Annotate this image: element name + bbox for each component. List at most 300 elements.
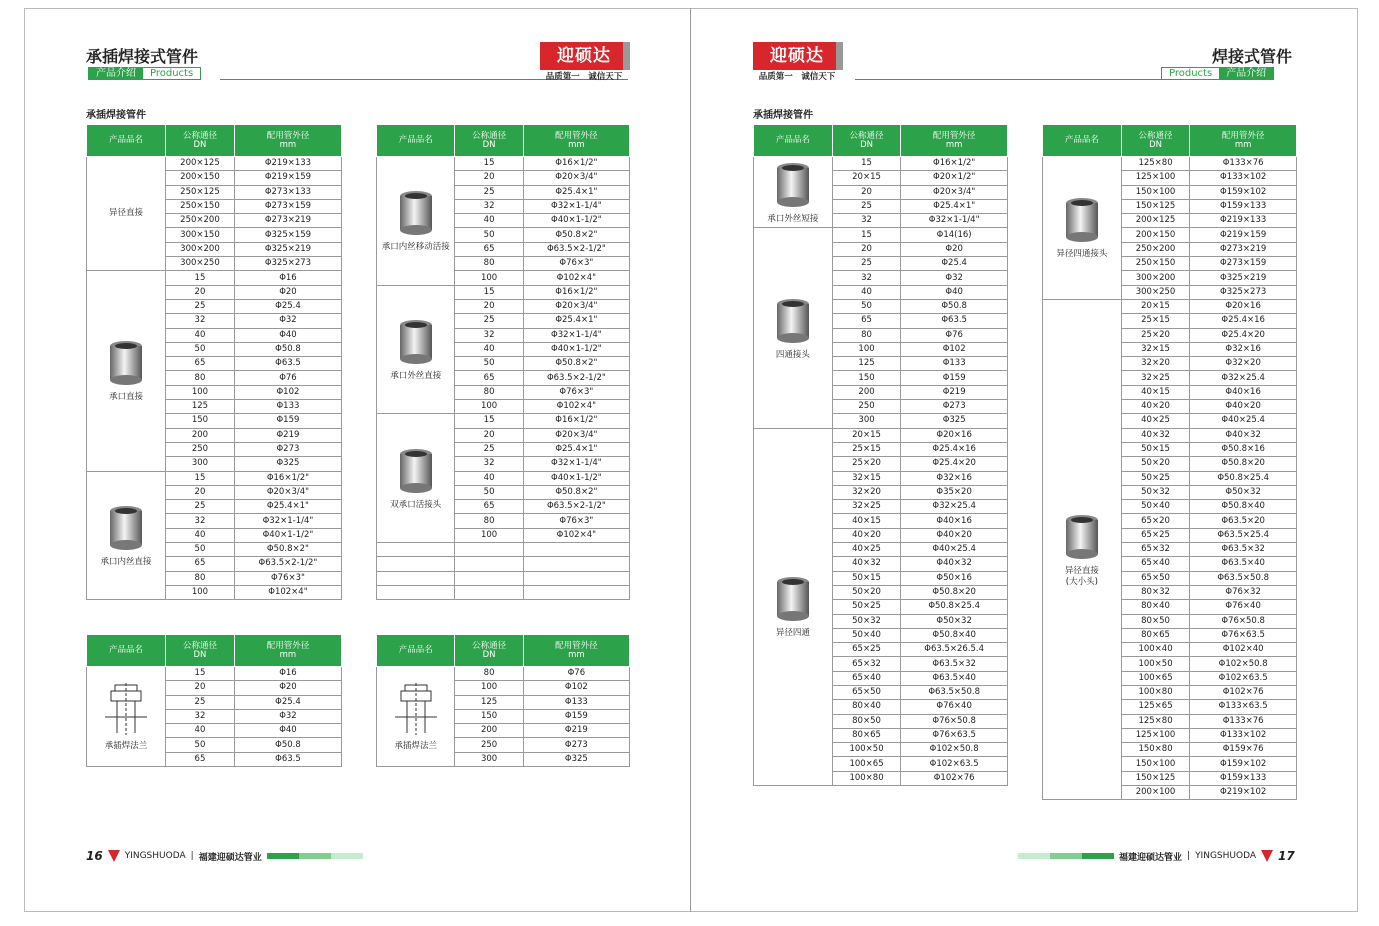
dn-cell: 100×50	[1121, 657, 1190, 671]
dn-cell: 150	[455, 709, 523, 723]
dn-cell: 100×40	[1121, 643, 1190, 657]
fitting-photo-icon	[1059, 512, 1105, 562]
fitting-photo-icon	[393, 188, 439, 238]
od-cell: Φ32×1-1/4"	[523, 328, 629, 342]
dn-cell: 50×40	[1121, 500, 1190, 514]
left-footer-brand: YINGSHUODA	[124, 851, 186, 861]
dn-cell: 32×15	[832, 471, 901, 485]
table-row	[377, 285, 630, 299]
dn-cell: 20×15	[832, 171, 901, 185]
od-cell: Φ32×16	[1190, 342, 1297, 356]
od-cell: Φ25.4×1"	[523, 314, 629, 328]
dn-cell: 32	[166, 514, 235, 528]
od-cell: Φ20×3/4"	[523, 428, 629, 442]
dn-cell: 65×20	[1121, 514, 1190, 528]
col-header-name: 产品品名	[87, 635, 166, 667]
od-cell: Φ32×1-1/4"	[901, 214, 1008, 228]
od-cell: Φ63.5×50.8	[1190, 571, 1297, 585]
product-name-cell	[377, 414, 455, 543]
od-cell: Φ325	[234, 457, 341, 471]
footer-bar	[1018, 853, 1050, 859]
dn-cell: 32×20	[832, 485, 901, 499]
od-cell: Φ16×1/2"	[234, 471, 341, 485]
right-spec-table-1	[753, 124, 1008, 786]
dn-cell: 40×25	[1121, 414, 1190, 428]
dn-cell: 15	[832, 157, 901, 171]
col-header-name: 产品品名	[1043, 125, 1122, 157]
od-cell: Φ273	[234, 442, 341, 456]
od-cell: Φ102×4"	[234, 585, 341, 599]
od-cell: Φ76×32	[1190, 585, 1297, 599]
dn-cell: 100	[455, 271, 523, 285]
od-cell: Φ325×219	[234, 242, 341, 256]
dn-cell: 50×20	[1121, 457, 1190, 471]
dn-cell: 32×25	[832, 500, 901, 514]
dn-cell: 50	[832, 299, 901, 313]
od-cell: Φ63.5×26.5.4	[901, 643, 1008, 657]
od-cell: Φ219×159	[1190, 228, 1297, 242]
table-row	[87, 667, 342, 681]
dn-cell: 125×65	[1121, 700, 1190, 714]
dn-cell: 200×125	[1121, 214, 1190, 228]
dn-cell: 50×32	[832, 614, 901, 628]
product-name: 承口外丝短接	[767, 213, 819, 224]
dn-cell: 100	[455, 528, 523, 542]
dn-cell: 15	[455, 414, 523, 428]
od-cell: Φ50×32	[1190, 485, 1297, 499]
dn-cell: 65×50	[1121, 571, 1190, 585]
table-row	[754, 228, 1008, 242]
dn-cell: 15	[455, 285, 523, 299]
col-header-od: 配用管外径 mm	[1190, 125, 1297, 157]
od-cell: Φ76	[234, 371, 341, 385]
dn-cell: 15	[832, 228, 901, 242]
od-cell: Φ159×102	[1190, 185, 1297, 199]
dn-cell: 125×100	[1121, 171, 1190, 185]
od-cell: Φ32	[234, 314, 341, 328]
dn-cell: 250×150	[166, 199, 235, 213]
dn-cell: 15	[166, 667, 235, 681]
col-header-od: 配用管外径 mm	[234, 635, 341, 667]
left-section-title: 承插焊接管件	[86, 110, 146, 121]
dn-cell: 15	[166, 471, 235, 485]
od-cell: Φ16	[234, 271, 341, 285]
od-cell: Φ50.8	[901, 299, 1008, 313]
product-name: 承插焊法兰	[104, 741, 148, 752]
dn-cell: 32	[455, 457, 523, 471]
left-spec-table-2	[376, 124, 630, 600]
dn-cell: 150×125	[1121, 771, 1190, 785]
od-cell: Φ50.8×2"	[523, 228, 629, 242]
dn-cell: 50×15	[1121, 442, 1190, 456]
od-cell: Φ159	[523, 709, 629, 723]
dn-cell: 125	[832, 357, 901, 371]
col-header-od: 配用管外径 mm	[234, 125, 341, 157]
od-cell: Φ273×219	[234, 214, 341, 228]
od-cell: Φ76	[523, 667, 629, 681]
dn-cell: 25	[832, 257, 901, 271]
dn-cell: 80×32	[1121, 585, 1190, 599]
dn-cell: 40×32	[832, 557, 901, 571]
fitting-photo-icon	[393, 317, 439, 367]
dn-cell: 100×80	[1121, 685, 1190, 699]
od-cell: Φ40×25.4	[1190, 414, 1297, 428]
od-cell: Φ63.5×40	[901, 671, 1008, 685]
dn-cell: 100	[832, 342, 901, 356]
dn-cell: 200×100	[1121, 786, 1190, 800]
od-cell: Φ102×4"	[523, 400, 629, 414]
dn-cell: 300	[166, 457, 235, 471]
dn-cell: 100	[166, 385, 235, 399]
od-cell: Φ20×3/4"	[523, 299, 629, 313]
col-header-od: 配用管外径 mm	[901, 125, 1008, 157]
dn-cell: 200×125	[166, 157, 235, 171]
dn-cell: 250×125	[166, 185, 235, 199]
od-cell: Φ325×273	[1190, 285, 1297, 299]
od-cell: Φ133×102	[1190, 171, 1297, 185]
dn-cell: 250	[832, 400, 901, 414]
dn-cell: 20	[455, 171, 523, 185]
od-cell: Φ25.4×16	[1190, 314, 1297, 328]
footer-bar	[299, 853, 331, 859]
dn-cell: 100×50	[832, 743, 901, 757]
od-cell: Φ50×32	[901, 614, 1008, 628]
od-cell: Φ25.4×20	[1190, 328, 1297, 342]
right-tab-intro: 产品介绍	[1219, 68, 1273, 79]
od-cell: Φ63.5×25.4	[1190, 528, 1297, 542]
flange-drawing-icon	[101, 681, 151, 737]
dn-cell: 300×150	[166, 228, 235, 242]
dn-cell: 80×40	[1121, 600, 1190, 614]
dn-cell: 65×25	[1121, 528, 1190, 542]
od-cell: Φ50.8×2"	[523, 357, 629, 371]
left-logo: 迎硕达	[540, 42, 628, 70]
dn-cell: 65×40	[1121, 557, 1190, 571]
od-cell: Φ63.5	[901, 314, 1008, 328]
col-header-dn: 公称通径 DN	[455, 125, 523, 157]
footer-bar	[267, 853, 299, 859]
od-cell: Φ133	[234, 400, 341, 414]
right-footer-company: 福建迎硕达管业	[1119, 852, 1183, 863]
product-name-cell	[754, 157, 833, 228]
od-cell: Φ32×16	[901, 471, 1008, 485]
dn-cell: 65	[832, 314, 901, 328]
product-name: 四通接头	[775, 349, 810, 360]
od-cell: Φ102×50.8	[901, 743, 1008, 757]
dn-cell: 65×32	[1121, 543, 1190, 557]
dn-cell: 40	[166, 328, 235, 342]
od-cell: Φ102×40	[1190, 643, 1297, 657]
dn-cell: 100×80	[832, 771, 901, 785]
od-cell: Φ63.5×2-1/2"	[523, 371, 629, 385]
right-page-title: 焊接式管件	[1212, 47, 1293, 66]
od-cell: Φ32×1-1/4"	[523, 199, 629, 213]
right-page-number: 17	[1278, 849, 1295, 863]
dn-cell: 300×200	[166, 242, 235, 256]
dn-cell: 20	[455, 428, 523, 442]
od-cell: Φ40×25.4	[901, 543, 1008, 557]
od-cell: Φ273×219	[1190, 242, 1297, 256]
left-spec-table-1	[86, 124, 342, 600]
col-header-dn: 公称通径 DN	[166, 125, 235, 157]
col-header-dn: 公称通径 DN	[166, 635, 235, 667]
dn-cell: 125×100	[1121, 728, 1190, 742]
product-name: 承口内丝移动活接	[381, 242, 450, 253]
fitting-photo-icon	[770, 574, 816, 624]
left-flange-table-1	[86, 634, 342, 767]
col-header-dn: 公称通径 DN	[1121, 125, 1190, 157]
col-header-name: 产品品名	[377, 635, 455, 667]
od-cell: Φ32×20	[1190, 357, 1297, 371]
dn-cell: 20	[832, 242, 901, 256]
col-header-dn: 公称通径 DN	[455, 635, 523, 667]
product-name-cell	[754, 228, 833, 428]
od-cell: Φ219×159	[234, 171, 341, 185]
od-cell: Φ20×16	[1190, 299, 1297, 313]
table-row-empty	[377, 571, 630, 585]
left-page-title: 承插焊接式管件	[86, 47, 199, 66]
od-cell: Φ159×102	[1190, 757, 1297, 771]
brand-mark-icon	[1261, 850, 1273, 862]
dn-cell: 40	[166, 724, 235, 738]
dn-cell: 50	[166, 342, 235, 356]
od-cell: Φ32	[901, 271, 1008, 285]
od-cell: Φ76×3"	[523, 385, 629, 399]
dn-cell: 65	[166, 357, 235, 371]
dn-cell: 100×65	[832, 757, 901, 771]
fitting-photo-icon	[770, 160, 816, 210]
product-name: 承口直接	[109, 392, 144, 403]
dn-cell: 100×65	[1121, 671, 1190, 685]
dn-cell: 300×250	[166, 257, 235, 271]
dn-cell: 40	[455, 214, 523, 228]
dn-cell: 125×80	[1121, 714, 1190, 728]
od-cell: Φ25.4	[234, 695, 341, 709]
od-cell: Φ25.4×20	[901, 457, 1008, 471]
od-cell: Φ25.4×1"	[523, 442, 629, 456]
dn-cell: 200	[455, 724, 523, 738]
od-cell: Φ16×1/2"	[523, 285, 629, 299]
dn-cell: 125	[166, 400, 235, 414]
dn-cell: 150×80	[1121, 743, 1190, 757]
dn-cell: 125	[455, 695, 523, 709]
od-cell: Φ63.5×32	[1190, 543, 1297, 557]
od-cell: Φ16	[234, 667, 341, 681]
od-cell: Φ50.8	[234, 738, 341, 752]
od-cell: Φ133×76	[1190, 157, 1297, 171]
dn-cell: 40	[832, 285, 901, 299]
dn-cell: 65×50	[832, 685, 901, 699]
od-cell: Φ50.8×2"	[234, 543, 341, 557]
od-cell: Φ133×102	[1190, 728, 1297, 742]
col-header-name: 产品品名	[754, 125, 833, 157]
table-row-empty	[377, 543, 630, 557]
od-cell: Φ76×50.8	[1190, 614, 1297, 628]
dn-cell: 25×20	[832, 457, 901, 471]
fitting-photo-icon	[393, 446, 439, 496]
col-header-name: 产品品名	[377, 125, 455, 157]
dn-cell: 25	[166, 500, 235, 514]
od-cell: Φ32	[234, 709, 341, 723]
od-cell: Φ273×159	[1190, 257, 1297, 271]
od-cell: Φ16×1/2"	[523, 414, 629, 428]
dn-cell: 150	[166, 414, 235, 428]
od-cell: Φ159	[234, 414, 341, 428]
od-cell: Φ102×63.5	[901, 757, 1008, 771]
dn-cell: 20×15	[1121, 299, 1190, 313]
dn-cell: 50	[455, 485, 523, 499]
od-cell: Φ159×76	[1190, 743, 1297, 757]
od-cell: Φ40×1-1/2"	[523, 214, 629, 228]
footer-bar	[331, 853, 363, 859]
dn-cell: 250×200	[166, 214, 235, 228]
od-cell: Φ76×40	[1190, 600, 1297, 614]
dn-cell: 50×25	[1121, 471, 1190, 485]
od-cell: Φ133	[523, 695, 629, 709]
od-cell: Φ50.8	[234, 342, 341, 356]
dn-cell: 25	[455, 314, 523, 328]
dn-cell: 250	[455, 738, 523, 752]
dn-cell: 80	[832, 328, 901, 342]
od-cell: Φ63.5×2-1/2"	[523, 242, 629, 256]
dn-cell: 40×15	[832, 514, 901, 528]
od-cell: Φ76×40	[901, 700, 1008, 714]
od-cell: Φ25.4×1"	[523, 185, 629, 199]
od-cell: Φ133	[901, 357, 1008, 371]
dn-cell: 25	[455, 442, 523, 456]
dn-cell: 80×40	[832, 700, 901, 714]
od-cell: Φ76×3"	[234, 571, 341, 585]
od-cell: Φ40×32	[1190, 428, 1297, 442]
dn-cell: 32	[832, 271, 901, 285]
product-name-cell	[87, 157, 166, 271]
od-cell: Φ32×25.4	[1190, 371, 1297, 385]
table-row	[377, 157, 630, 171]
left-tab-intro: 产品介绍	[89, 68, 143, 79]
dn-cell: 50×15	[832, 571, 901, 585]
dn-cell: 50	[166, 738, 235, 752]
col-header-name: 产品品名	[87, 125, 166, 157]
od-cell: Φ102	[523, 681, 629, 695]
od-cell: Φ219	[523, 724, 629, 738]
od-cell: Φ50×16	[901, 571, 1008, 585]
od-cell: Φ35×20	[901, 485, 1008, 499]
od-cell: Φ219×133	[234, 157, 341, 171]
od-cell: Φ16×1/2"	[523, 157, 629, 171]
product-name-cell	[377, 157, 455, 286]
dn-cell: 20	[166, 681, 235, 695]
dn-cell: 25×20	[1121, 328, 1190, 342]
right-slogan: 品质第一 诚信天下	[758, 72, 836, 82]
dn-cell: 50×32	[1121, 485, 1190, 499]
od-cell: Φ63.5×20	[1190, 514, 1297, 528]
left-flange-table-2	[376, 634, 630, 767]
table-row	[377, 414, 630, 428]
dn-cell: 250×150	[1121, 257, 1190, 271]
dn-cell: 15	[166, 271, 235, 285]
od-cell: Φ50.8×40	[1190, 500, 1297, 514]
left-footer: 16 YINGSHUODA | 福建迎硕达管业	[86, 849, 363, 863]
table-row-empty	[377, 585, 630, 599]
table-row	[754, 157, 1008, 171]
dn-cell: 40×32	[1121, 428, 1190, 442]
od-cell: Φ325	[901, 414, 1008, 428]
od-cell: Φ50.8×40	[901, 628, 1008, 642]
od-cell: Φ159×133	[1190, 771, 1297, 785]
dn-cell: 65	[166, 752, 235, 766]
dn-cell: 32	[455, 328, 523, 342]
od-cell: Φ32×1-1/4"	[523, 457, 629, 471]
dn-cell: 50	[455, 357, 523, 371]
dn-cell: 200×150	[166, 171, 235, 185]
od-cell: Φ20×3/4"	[523, 171, 629, 185]
dn-cell: 300	[455, 752, 523, 766]
od-cell: Φ102	[901, 342, 1008, 356]
od-cell: Φ76×3"	[523, 514, 629, 528]
dn-cell: 40	[455, 471, 523, 485]
od-cell: Φ63.5×2-1/2"	[523, 500, 629, 514]
od-cell: Φ63.5×2-1/2"	[234, 557, 341, 571]
product-name: 异径直接 (大小头)	[1064, 565, 1099, 587]
table-row	[87, 157, 342, 171]
col-header-dn: 公称通径 DN	[832, 125, 901, 157]
od-cell: Φ50.8×25.4	[901, 600, 1008, 614]
product-name-cell	[87, 667, 166, 767]
od-cell: Φ219×133	[1190, 214, 1297, 228]
od-cell: Φ76×3"	[523, 257, 629, 271]
od-cell: Φ159×133	[1190, 199, 1297, 213]
product-name-cell	[754, 428, 833, 785]
right-logo: 迎硕达	[753, 42, 841, 70]
dn-cell: 65	[455, 371, 523, 385]
dn-cell: 15	[455, 157, 523, 171]
spine-line	[690, 8, 691, 912]
dn-cell: 80	[455, 385, 523, 399]
left-footer-company: 福建迎硕达管业	[198, 852, 262, 863]
dn-cell: 200	[166, 428, 235, 442]
dn-cell: 25	[166, 695, 235, 709]
dn-cell: 150×100	[1121, 185, 1190, 199]
dn-cell: 25×15	[1121, 314, 1190, 328]
dn-cell: 50	[166, 543, 235, 557]
dn-cell: 25	[166, 299, 235, 313]
footer-bar	[1050, 853, 1082, 859]
product-name-cell	[1043, 299, 1122, 799]
dn-cell: 80	[166, 571, 235, 585]
dn-cell: 32	[455, 199, 523, 213]
dn-cell: 80	[166, 371, 235, 385]
dn-cell: 32×25	[1121, 371, 1190, 385]
od-cell: Φ273	[901, 400, 1008, 414]
right-footer: 福建迎硕达管业 | YINGSHUODA 17	[1018, 849, 1295, 863]
dn-cell: 20	[455, 299, 523, 313]
fitting-photo-icon	[1059, 195, 1105, 245]
col-header-od: 配用管外径 mm	[523, 635, 629, 667]
dn-cell: 25	[832, 199, 901, 213]
od-cell: Φ25.4×1"	[901, 199, 1008, 213]
product-name-cell	[87, 271, 166, 471]
od-cell: Φ20	[234, 681, 341, 695]
dn-cell: 300	[832, 414, 901, 428]
dn-cell: 25×15	[832, 442, 901, 456]
left-tab-products: Products	[143, 68, 200, 79]
dn-cell: 125×80	[1121, 157, 1190, 171]
fitting-photo-icon	[103, 503, 149, 553]
dn-cell: 300×250	[1121, 285, 1190, 299]
product-name-cell	[1043, 157, 1122, 300]
dn-cell: 65	[455, 500, 523, 514]
dn-cell: 40	[166, 528, 235, 542]
